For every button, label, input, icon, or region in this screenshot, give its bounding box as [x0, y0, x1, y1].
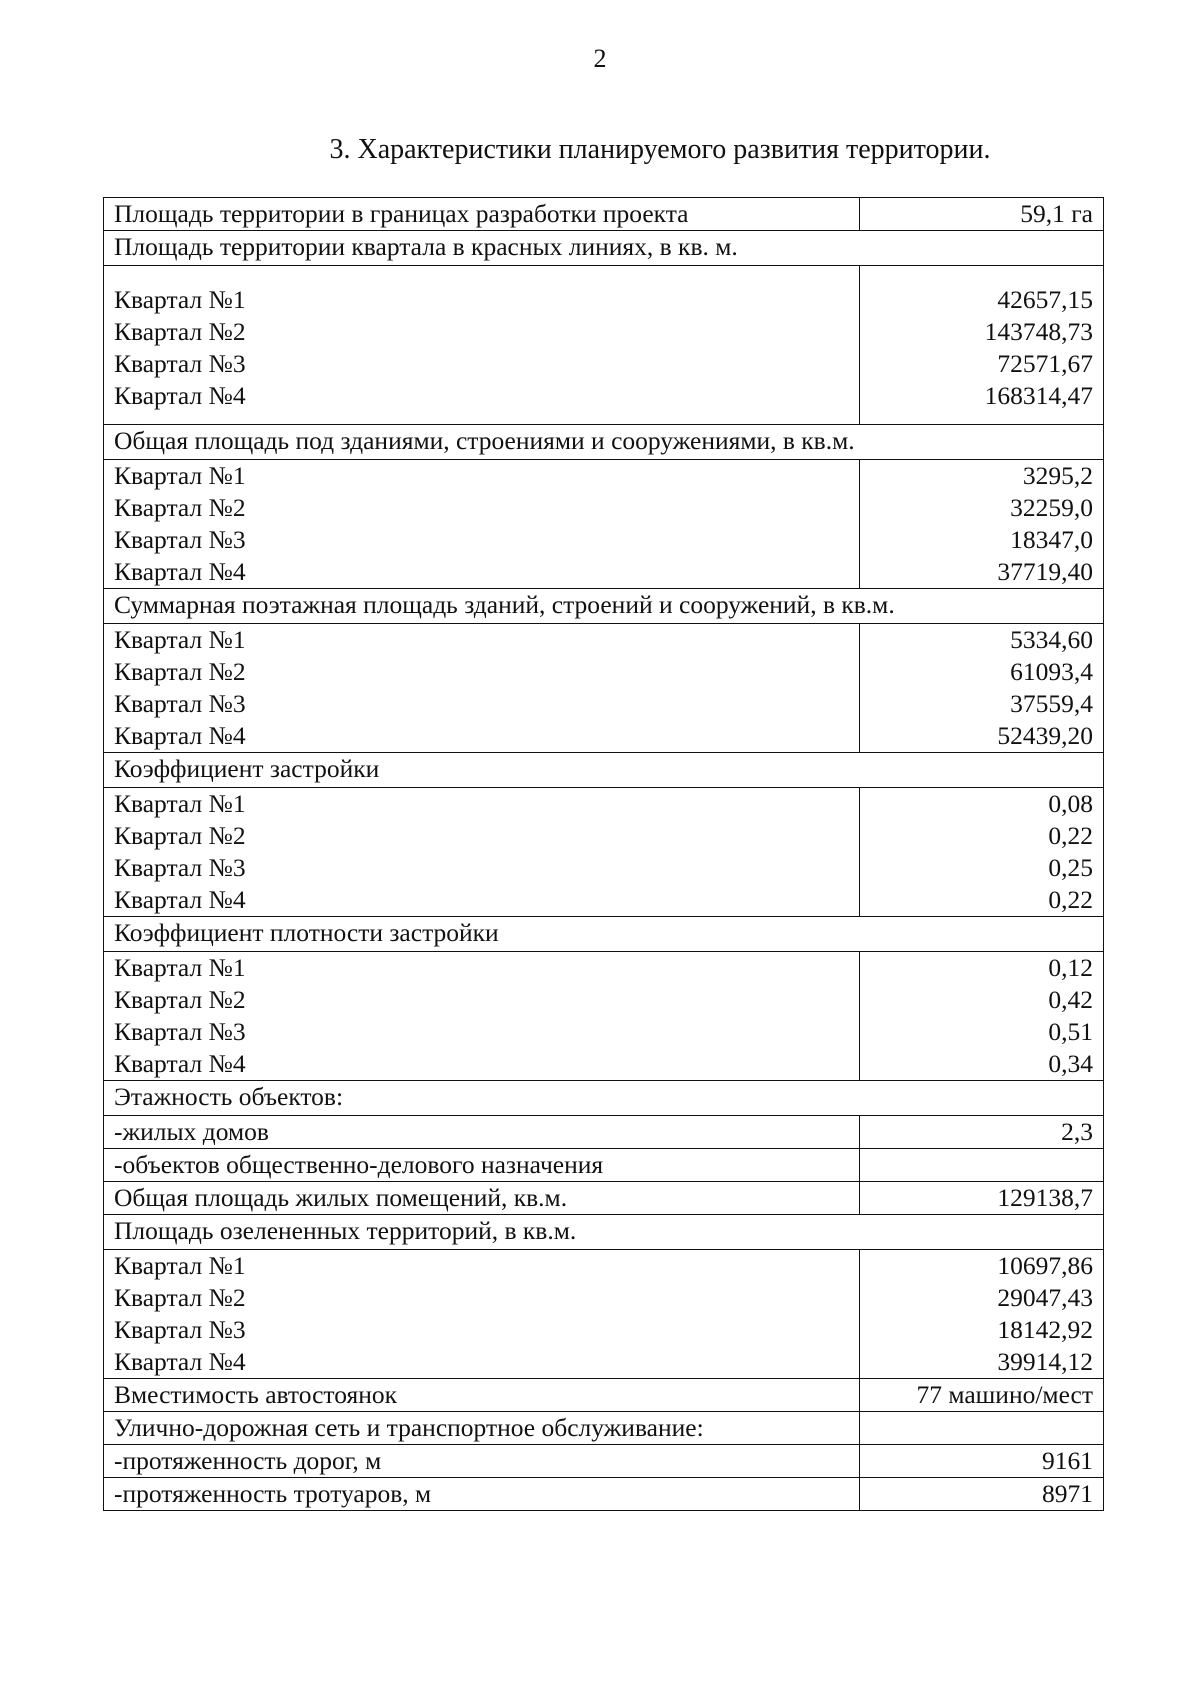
table-row-density-header: [104, 917, 1104, 952]
quarter-label: Квартал №2: [114, 657, 246, 686]
table-row-parking: [104, 1379, 1104, 1412]
table-row-roads-header: [104, 1412, 1104, 1445]
quarter-value: 168314,47: [984, 381, 1093, 410]
table-row-density: [104, 952, 1104, 1081]
section-header-buildings: Общая площадь под зданиями, строениями и сооружениями, в кв.м.: [104, 425, 1104, 460]
characteristics-table: [103, 197, 1104, 1511]
quarter-value: 32259,0: [1010, 493, 1093, 522]
row-label: Общая площадь жилых помещений, кв.м.: [104, 1182, 860, 1215]
quarter-value: 42657,15: [997, 285, 1093, 314]
quarter-label: Квартал №3: [114, 1017, 246, 1046]
section-header-floor-area: Суммарная поэтажная площадь зданий, строений и сооружений, в кв.м.: [104, 589, 1104, 624]
row-value: 59,1 га: [860, 198, 1104, 231]
table-row-living-area: [104, 1182, 1104, 1215]
quarter-label: Квартал №2: [114, 1283, 246, 1312]
quarter-value: 0,25: [1048, 853, 1093, 882]
quarter-labels: [104, 624, 860, 753]
quarter-value: 10697,86: [997, 1251, 1093, 1280]
table-row-roads-length: [104, 1445, 1104, 1478]
row-value: 77 машино/мест: [860, 1379, 1104, 1412]
row-value: [860, 1149, 1104, 1182]
section-header-storeys: Этажность объектов:: [104, 1081, 1104, 1116]
row-label: -протяженность тротуаров, м: [104, 1478, 860, 1511]
section-header-coverage: Коэффициент застройки: [104, 753, 1104, 788]
quarter-values: [860, 1250, 1104, 1379]
table-row-red-lines: [104, 266, 1104, 425]
quarter-label: Квартал №1: [114, 625, 246, 654]
quarter-label: Квартал №1: [114, 285, 246, 314]
quarter-value: 18347,0: [1010, 525, 1093, 554]
quarter-value: 0,22: [1048, 885, 1093, 914]
quarter-value: 143748,73: [984, 317, 1093, 346]
table-row-coverage: [104, 788, 1104, 917]
table-row-buildings: [104, 460, 1104, 589]
table-row-green: [104, 1250, 1104, 1379]
section-title: 3. Характеристики планируемого развития территории.: [329, 134, 991, 165]
table-row-red-lines-header: [104, 231, 1104, 266]
quarter-label: Квартал №4: [114, 557, 246, 586]
section-header-density: Коэффициент плотности застройки: [104, 917, 1104, 952]
quarter-value: 0,12: [1048, 953, 1093, 982]
quarter-labels: [104, 266, 860, 425]
quarter-values: [860, 266, 1104, 425]
row-value: 129138,7: [860, 1182, 1104, 1215]
quarter-label: Квартал №4: [114, 1347, 246, 1376]
section-header-green: Площадь озелененных территорий, в кв.м.: [104, 1215, 1104, 1250]
quarter-value: 3295,2: [1022, 461, 1093, 490]
quarter-value: 0,22: [1048, 821, 1093, 850]
quarter-label: Квартал №3: [114, 349, 246, 378]
table-row-storeys-header: [104, 1081, 1104, 1116]
table-row-storeys-public: [104, 1149, 1104, 1182]
quarter-label: Квартал №2: [114, 985, 246, 1014]
quarter-label: Квартал №3: [114, 525, 246, 554]
table-row-floor-area-header: [104, 589, 1104, 624]
quarter-labels: [104, 952, 860, 1081]
quarter-label: Квартал №1: [114, 461, 246, 490]
row-label: Улично-дорожная сеть и транспортное обслуживание:: [104, 1412, 860, 1445]
quarter-label: Квартал №3: [114, 853, 246, 882]
quarter-labels: [104, 460, 860, 589]
row-value: [860, 1412, 1104, 1445]
quarter-label: Квартал №4: [114, 381, 246, 410]
quarter-values: [860, 952, 1104, 1081]
row-value: 8971: [860, 1478, 1104, 1511]
quarter-value: 37719,40: [997, 557, 1093, 586]
row-label: -жилых домов: [104, 1116, 860, 1149]
quarter-values: [860, 788, 1104, 917]
row-value: 9161: [860, 1445, 1104, 1478]
quarter-label: Квартал №1: [114, 1251, 246, 1280]
row-label: Вместимость автостоянок: [104, 1379, 860, 1412]
quarter-value: 52439,20: [997, 721, 1093, 750]
table-row-buildings-header: [104, 425, 1104, 460]
quarter-values: [860, 624, 1104, 753]
quarter-value: 0,51: [1048, 1017, 1093, 1046]
quarter-value: 0,34: [1048, 1049, 1093, 1078]
table-row-storeys-residential: [104, 1116, 1104, 1149]
quarter-label: Квартал №4: [114, 885, 246, 914]
quarter-value: 18142,92: [997, 1315, 1093, 1344]
quarter-label: Квартал №2: [114, 317, 246, 346]
quarter-label: Квартал №4: [114, 721, 246, 750]
page-number: 2: [593, 44, 607, 73]
quarter-value: 0,08: [1048, 789, 1093, 818]
quarter-values: [860, 460, 1104, 589]
quarter-label: Квартал №3: [114, 1315, 246, 1344]
quarter-value: 5334,60: [1010, 625, 1093, 654]
quarter-value: 61093,4: [1010, 657, 1093, 686]
quarter-label: Квартал №4: [114, 1049, 246, 1078]
quarter-label: Квартал №1: [114, 953, 246, 982]
table-row-project-area: [104, 198, 1104, 231]
row-value: 2,3: [860, 1116, 1104, 1149]
table-row-floor-area: [104, 624, 1104, 753]
quarter-labels: [104, 1250, 860, 1379]
quarter-value: 39914,12: [997, 1347, 1093, 1376]
quarter-labels: [104, 788, 860, 917]
row-label: Площадь территории в границах разработки проекта: [104, 198, 860, 231]
table-row-sidewalks-length: [104, 1478, 1104, 1511]
row-label: -протяженность дорог, м: [104, 1445, 860, 1478]
quarter-label: Квартал №1: [114, 789, 246, 818]
section-header-red-lines: Площадь территории квартала в красных линиях, в кв. м.: [104, 231, 1104, 266]
quarter-label: Квартал №2: [114, 821, 246, 850]
quarter-value: 0,42: [1048, 985, 1093, 1014]
table-row-green-header: [104, 1215, 1104, 1250]
quarter-value: 37559,4: [1010, 689, 1093, 718]
quarter-value: 72571,67: [997, 349, 1093, 378]
quarter-value: 29047,43: [997, 1283, 1093, 1312]
quarter-label: Квартал №3: [114, 689, 246, 718]
row-label: -объектов общественно-делового назначения: [104, 1149, 860, 1182]
table-row-coverage-header: [104, 753, 1104, 788]
quarter-label: Квартал №2: [114, 493, 246, 522]
